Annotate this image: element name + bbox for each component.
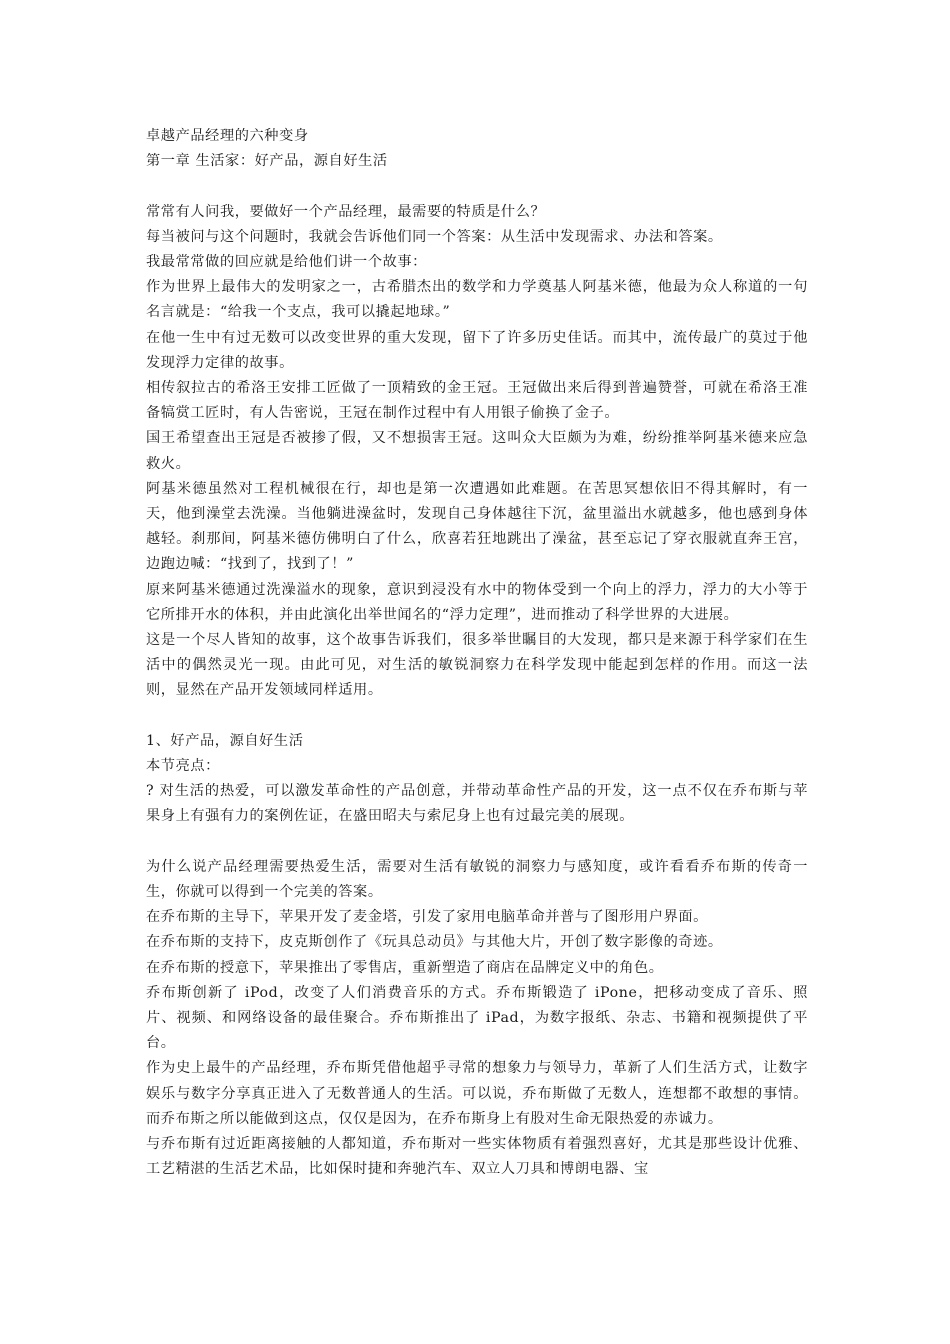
- paragraph: 阿基米德虽然对工程机械很在行，却也是第一次遭遇如此难题。在苦思冥想依旧不得其解时，有一天，他到澡堂去洗澡。当他躺进澡盆时，发现自己身体越往下沉，盆里溢出水就越多，他也感到身体越轻。刹那间，阿基米德仿佛明白了什么，欣喜若狂地跳出了澡盆，甚至忘记了穿衣服就直奔王宫，边跑边喊：“找到了，找到了！”: [146, 480, 808, 573]
- paragraph: 常常有人问我，要做好一个产品经理，最需要的特质是什么？: [146, 203, 546, 220]
- highlights-label: 本节亮点：: [146, 758, 220, 775]
- paragraph: 每当被问与这个问题时，我就会告诉他们同一个答案：从生活中发现需求、办法和答案。: [146, 228, 723, 245]
- blank-line: [146, 174, 808, 199]
- highlight-paragraph: ? 对生活的热爱，可以激发革命性的产品创意，并带动革命性产品的开发，这一点不仅在乔布斯与苹果身上有强有力的案例佐证，在盛田昭夫与索尼身上也有过最完美的展现。: [146, 783, 808, 825]
- paragraph: 在乔布斯的支持下，皮克斯创作了《玩具总动员》与其他大片，开创了数字影像的奇迹。: [146, 934, 723, 951]
- paragraph: 在乔布斯的主导下，苹果开发了麦金塔，引发了家用电脑革命并普与了图形用户界面。: [146, 909, 708, 926]
- blank-line: [146, 704, 808, 729]
- paragraph: 乔布斯创新了 iPod，改变了人们消费音乐的方式。乔布斯锻造了 iPone，把移动变成了音乐、照片、视频、和网络设备的最佳聚合。乔布斯推出了 iPad，为数字报纸、杂志、书籍和视频提供了平台。: [146, 984, 808, 1052]
- paragraph: 在乔布斯的授意下，苹果推出了零售店，重新塑造了商店在品牌定义中的角色。: [146, 959, 664, 976]
- paragraph: 原来阿基米德通过洗澡溢水的现象，意识到浸没有水中的物体受到一个向上的浮力，浮力的大小等于它所排开水的体积，并由此演化出举世闻名的“浮力定理”，进而推动了科学世界的大进展。: [146, 581, 808, 623]
- chapter-heading: 第一章 生活家：好产品，源自好生活: [146, 153, 388, 170]
- paragraph: 这是一个尽人皆知的故事，这个故事告诉我们，很多举世瞩目的大发现，都只是来源于科学家们在生活中的偶然灵光一现。由此可见，对生活的敏锐洞察力在科学发现中能起到怎样的作用。而这一法则，显然在产品开发领域同样适用。: [146, 632, 808, 699]
- paragraph: 为什么说产品经理需要热爱生活，需要对生活有敏锐的洞察力与感知度，或许看看乔布斯的传奇一生，你就可以得到一个完美的答案。: [146, 858, 808, 901]
- document-title: 卓越产品经理的六种变身: [146, 128, 309, 144]
- paragraph: 作为世界上最伟大的发明家之一，古希腊杰出的数学和力学奠基人阿基米德，他最为众人称道的一句名言就是：“给我一个支点，我可以撬起地球。”: [146, 279, 808, 321]
- paragraph: 与乔布斯有过近距离接触的人都知道，乔布斯对一些实体物质有着强烈喜好，尤其是那些设计优雅、工艺精湛的生活艺术品，比如保时捷和奔驰汽车、双立人刀具和博朗电器、宝: [146, 1136, 808, 1178]
- document-page: [146, 124, 808, 1182]
- paragraph: 在他一生中有过无数可以改变世界的重大发现，留下了许多历史佳话。而其中，流传最广的莫过于他发现浮力定律的故事。: [146, 329, 808, 371]
- blank-line: [146, 830, 808, 855]
- paragraph: 作为史上最牛的产品经理，乔布斯凭借他超乎寻常的想象力与领导力，革新了人们生活方式，让数字娱乐与数字分享真正进入了无数普通人的生活。可以说，乔布斯做了无数人，连想都不敢想的事情。而乔布斯之所以能做到这点，仅仅是因为，在乔布斯身上有股对生命无限热爱的赤诚力。: [146, 1060, 808, 1127]
- section-heading: 1、好产品，源自好生活: [146, 732, 304, 749]
- paragraph: 国王希望查出王冠是否被掺了假，又不想损害王冠。这叫众大臣颇为为难，纷纷推举阿基米德来应急救火。: [146, 430, 808, 472]
- paragraph: 我最常常做的回应就是给他们讲一个故事：: [146, 254, 427, 270]
- paragraph: 相传叙拉古的希洛王安排工匠做了一顶精致的金王冠。王冠做出来后得到普遍赞誉，可就在希洛王准备犒赏工匠时，有人告密说，王冠在制作过程中有人用银子偷换了金子。: [146, 380, 808, 422]
